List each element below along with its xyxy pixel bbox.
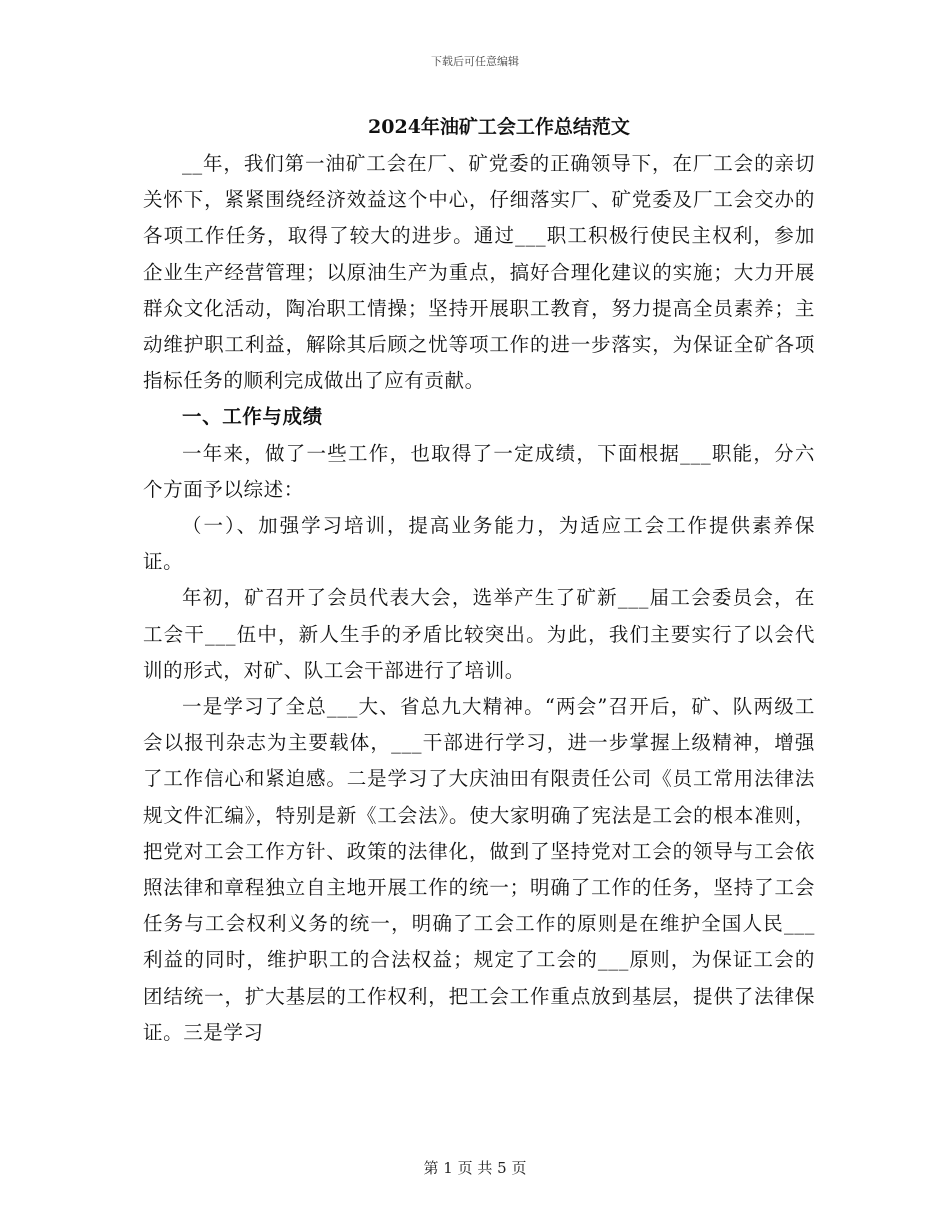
section-heading-work-achievements: 一、工作与成绩 bbox=[182, 405, 323, 429]
header-note: 下载后可任意编辑 bbox=[431, 55, 519, 68]
section-paragraph: 年初，矿召开了会员代表大会，选举产生了矿新___届工会委员会，在工会干___伍中，新人生手的矛盾比较突出。为此，我们主要实行了以会代训的形式，对矿、队工会干部进行了培训。 bbox=[143, 586, 815, 682]
page-number: 第 1 页 共 5 页 bbox=[423, 1159, 527, 1177]
document-body bbox=[143, 112, 815, 1051]
subsection-heading-training: （一）、加强学习培训，提高业务能力，为适应工会工作提供素养保证。 bbox=[143, 514, 815, 574]
document-title: 2024年油矿工会工作总结范文 bbox=[368, 116, 630, 138]
section-paragraph: 一是学习了全总___大、省总九大精神。“两会”召开后，矿、队两级工会以报刊杂志为主要载体，___干部进行学习，进一步掌握上级精神，增强了工作信心和紧迫感。二是学习了大庆油田有限责任公司《员工常用法律法规文件汇编》，特别是新《工会法》。使大家明确了宪法是工会的根本准则，把党对工会工作方针、政策的法律化，做到了坚持党对工会的领导与工会依照法律和章程独立自主地开展工作的统一；明确了工作的任务，坚持了工会任务与工会权利义务的统一，明确了工会工作的原则是在维护全国人民___利益的同时，维护职工的合法权益；规定了工会的___原则，为保证工会的团结统一，扩大基层的工作权利，把工会工作重点放到基层，提供了法律保证。三是学习 bbox=[143, 695, 815, 1044]
intro-paragraph: __年，我们第一油矿工会在厂、矿党委的正确领导下，在厂工会的亲切关怀下，紧紧围绕经济效益这个中心，仔细落实厂、矿党委及厂工会交办的各项工作任务，取得了较大的进步。通过___职工积极行使民主权利，参加企业生产经营管理；以原油生产为重点，搞好合理化建议的实施；大力开展群众文化活动，陶冶职工情操；坚持开展职工教育，努力提高全员素养；主动维护职工利益，解除其后顾之忧等项工作的进一步落实，为保证全矿各项指标任务的顺利完成做出了应有贡献。 bbox=[143, 152, 815, 393]
section-paragraph: 一年来，做了一些工作，也取得了一定成绩，下面根据___职能，分六个方面予以综述： bbox=[143, 441, 815, 501]
